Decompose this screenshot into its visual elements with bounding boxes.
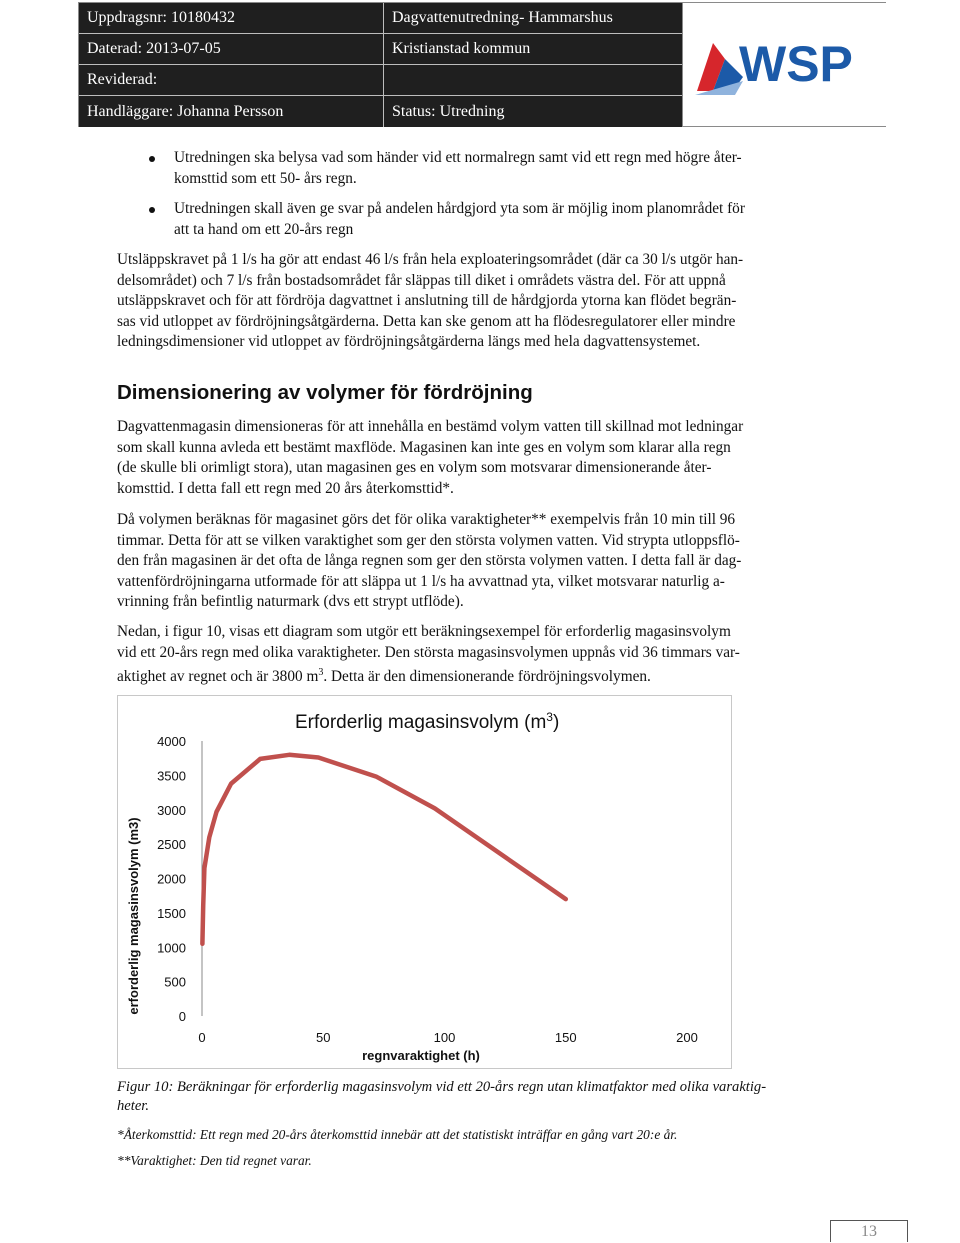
municipality: Kristianstad kommun — [384, 34, 682, 65]
revised: Reviderad: — [79, 65, 384, 96]
series-line — [202, 755, 565, 944]
page-number: 13 — [830, 1220, 908, 1242]
y-tick-label: 500 — [164, 974, 186, 990]
bullet-item: Utredningen ska belysa vad som händer vid ett normalregn samt vid ett regn med högre åter- komsttid som ett 50- års regn. — [174, 148, 742, 189]
paragraph: Då volymen beräknas för magasinet görs det för olika varaktigheter** exempelvis från 10 min till 96 timmar. Detta för att se vilken varaktighet som ger den största volymen vatten. Vid strypta utloppsflö- den från magasinen är det ofta de långa regnen som ger den största volymen vatten. I detta fall är dag- vattenfördröjningarna utformade för att släppa ut 1 l/s ha avvattnad yta, vilket motsvarar naturlig a- vrinning från befintlig naturmark (dvs ett strypt utflöde). — [117, 511, 742, 610]
header-blank-cell — [384, 65, 682, 96]
section-title: Dimensionering av volymer för fördröjning — [117, 381, 533, 404]
chart — [117, 695, 732, 1069]
paragraph: Dagvattenmagasin dimensioneras för att innehålla en bestämd volym vatten till skillnad mot ledningar som skall kunna avleda ett bestämt maxflöde. Magasinen kan inte ges en volym som klarar alla regn (de skulle bli orimligt stora), utan magasinen ges en volym som motsvarar dimensionerande åter- komsttid. I detta fall ett regn med 20 års återkomsttid*. — [117, 418, 744, 497]
paragraph: Utsläppskravet på 1 l/s ha gör att endast 46 l/s från hela exploateringsområdet (där ca 30 l/s utgör han- delsområdet) och 7 l/s från bostadsområdet får släppas till diket i områdets västra del. För att uppnå utsläppskravet och för att fördröja dagvattnet i anslutning till de hårdgjorda ytorna kan flödet begrän- sas vid utloppet av fördröjningsåtgärderna. Detta kan ske genom att ha flödesregulatorer eller mindre ledningsdimensioner vid utloppet av fördröjningsåtgärderna längs med hela dagvattensystemet. — [117, 251, 744, 350]
y-tick-label: 3500 — [157, 768, 186, 784]
date: Daterad: 2013-07-05 — [79, 34, 384, 65]
project-name: Dagvattenutredning- Hammarshus — [384, 3, 682, 34]
chart-svg — [118, 696, 733, 1070]
status: Status: Utredning — [384, 96, 682, 127]
y-tick-label: 3000 — [157, 802, 186, 818]
figure-caption: Figur 10: Beräkningar för erforderlig magasinsvolym vid ett 20-års regn utan klimatfaktor med olika varaktig- heter. — [117, 1079, 767, 1114]
wsp-logo — [682, 3, 886, 126]
wsp-logo-icon — [683, 3, 886, 126]
y-tick-label: 1500 — [157, 905, 186, 921]
bullet-item: Utredningen skall även ge svar på andelen hårdgjord yta som är möjlig inom planområdet för att ta hand om ett 20-års regn — [174, 199, 745, 240]
x-axis-label: regnvaraktighet (h) — [362, 1048, 480, 1063]
assignment-number: Uppdragsnr: 10180432 — [79, 3, 384, 34]
document-header — [78, 2, 886, 127]
paragraph: Nedan, i figur 10, visas ett diagram som utgör ett beräkningsexempel för erforderlig magasinsvolym vid ett 20-års regn med olika varaktigheter. Den största magasinsvolymen uppnås vid 36 timmars var- aktighet av regnet och är 3800 $m^3$. Detta är den dimensionerande fördröjningsvolymen. — [117, 623, 740, 686]
y-tick-label: 2500 — [157, 837, 186, 853]
y-tick-label: 1000 — [157, 940, 186, 956]
x-tick-label: 0 — [198, 1030, 206, 1045]
chart-title: Erforderlig magasinsvolym $(m^3)$ — [295, 710, 560, 733]
handler: Handläggare: Johanna Persson — [79, 96, 384, 127]
x-tick-label: 200 — [676, 1030, 698, 1045]
footnote: *Återkomsttid: Ett regn med 20-års återkomsttid innebär att det statistiskt inträffar en gång vart 20:e år. — [117, 1127, 678, 1142]
y-tick-label: 0 — [178, 1009, 186, 1024]
y-tick-label: 4000 — [157, 734, 186, 749]
x-tick-label: 100 — [433, 1030, 456, 1045]
logo-text: WSP — [739, 36, 853, 92]
x-tick-label: 50 — [316, 1030, 331, 1045]
x-tick-label: 150 — [554, 1030, 577, 1045]
y-tick-label: 2000 — [157, 871, 186, 887]
y-axis-label: erforderlig magasinsvolym (m3) — [126, 817, 141, 1015]
footnote: **Varaktighet: Den tid regnet varar. — [117, 1153, 312, 1168]
